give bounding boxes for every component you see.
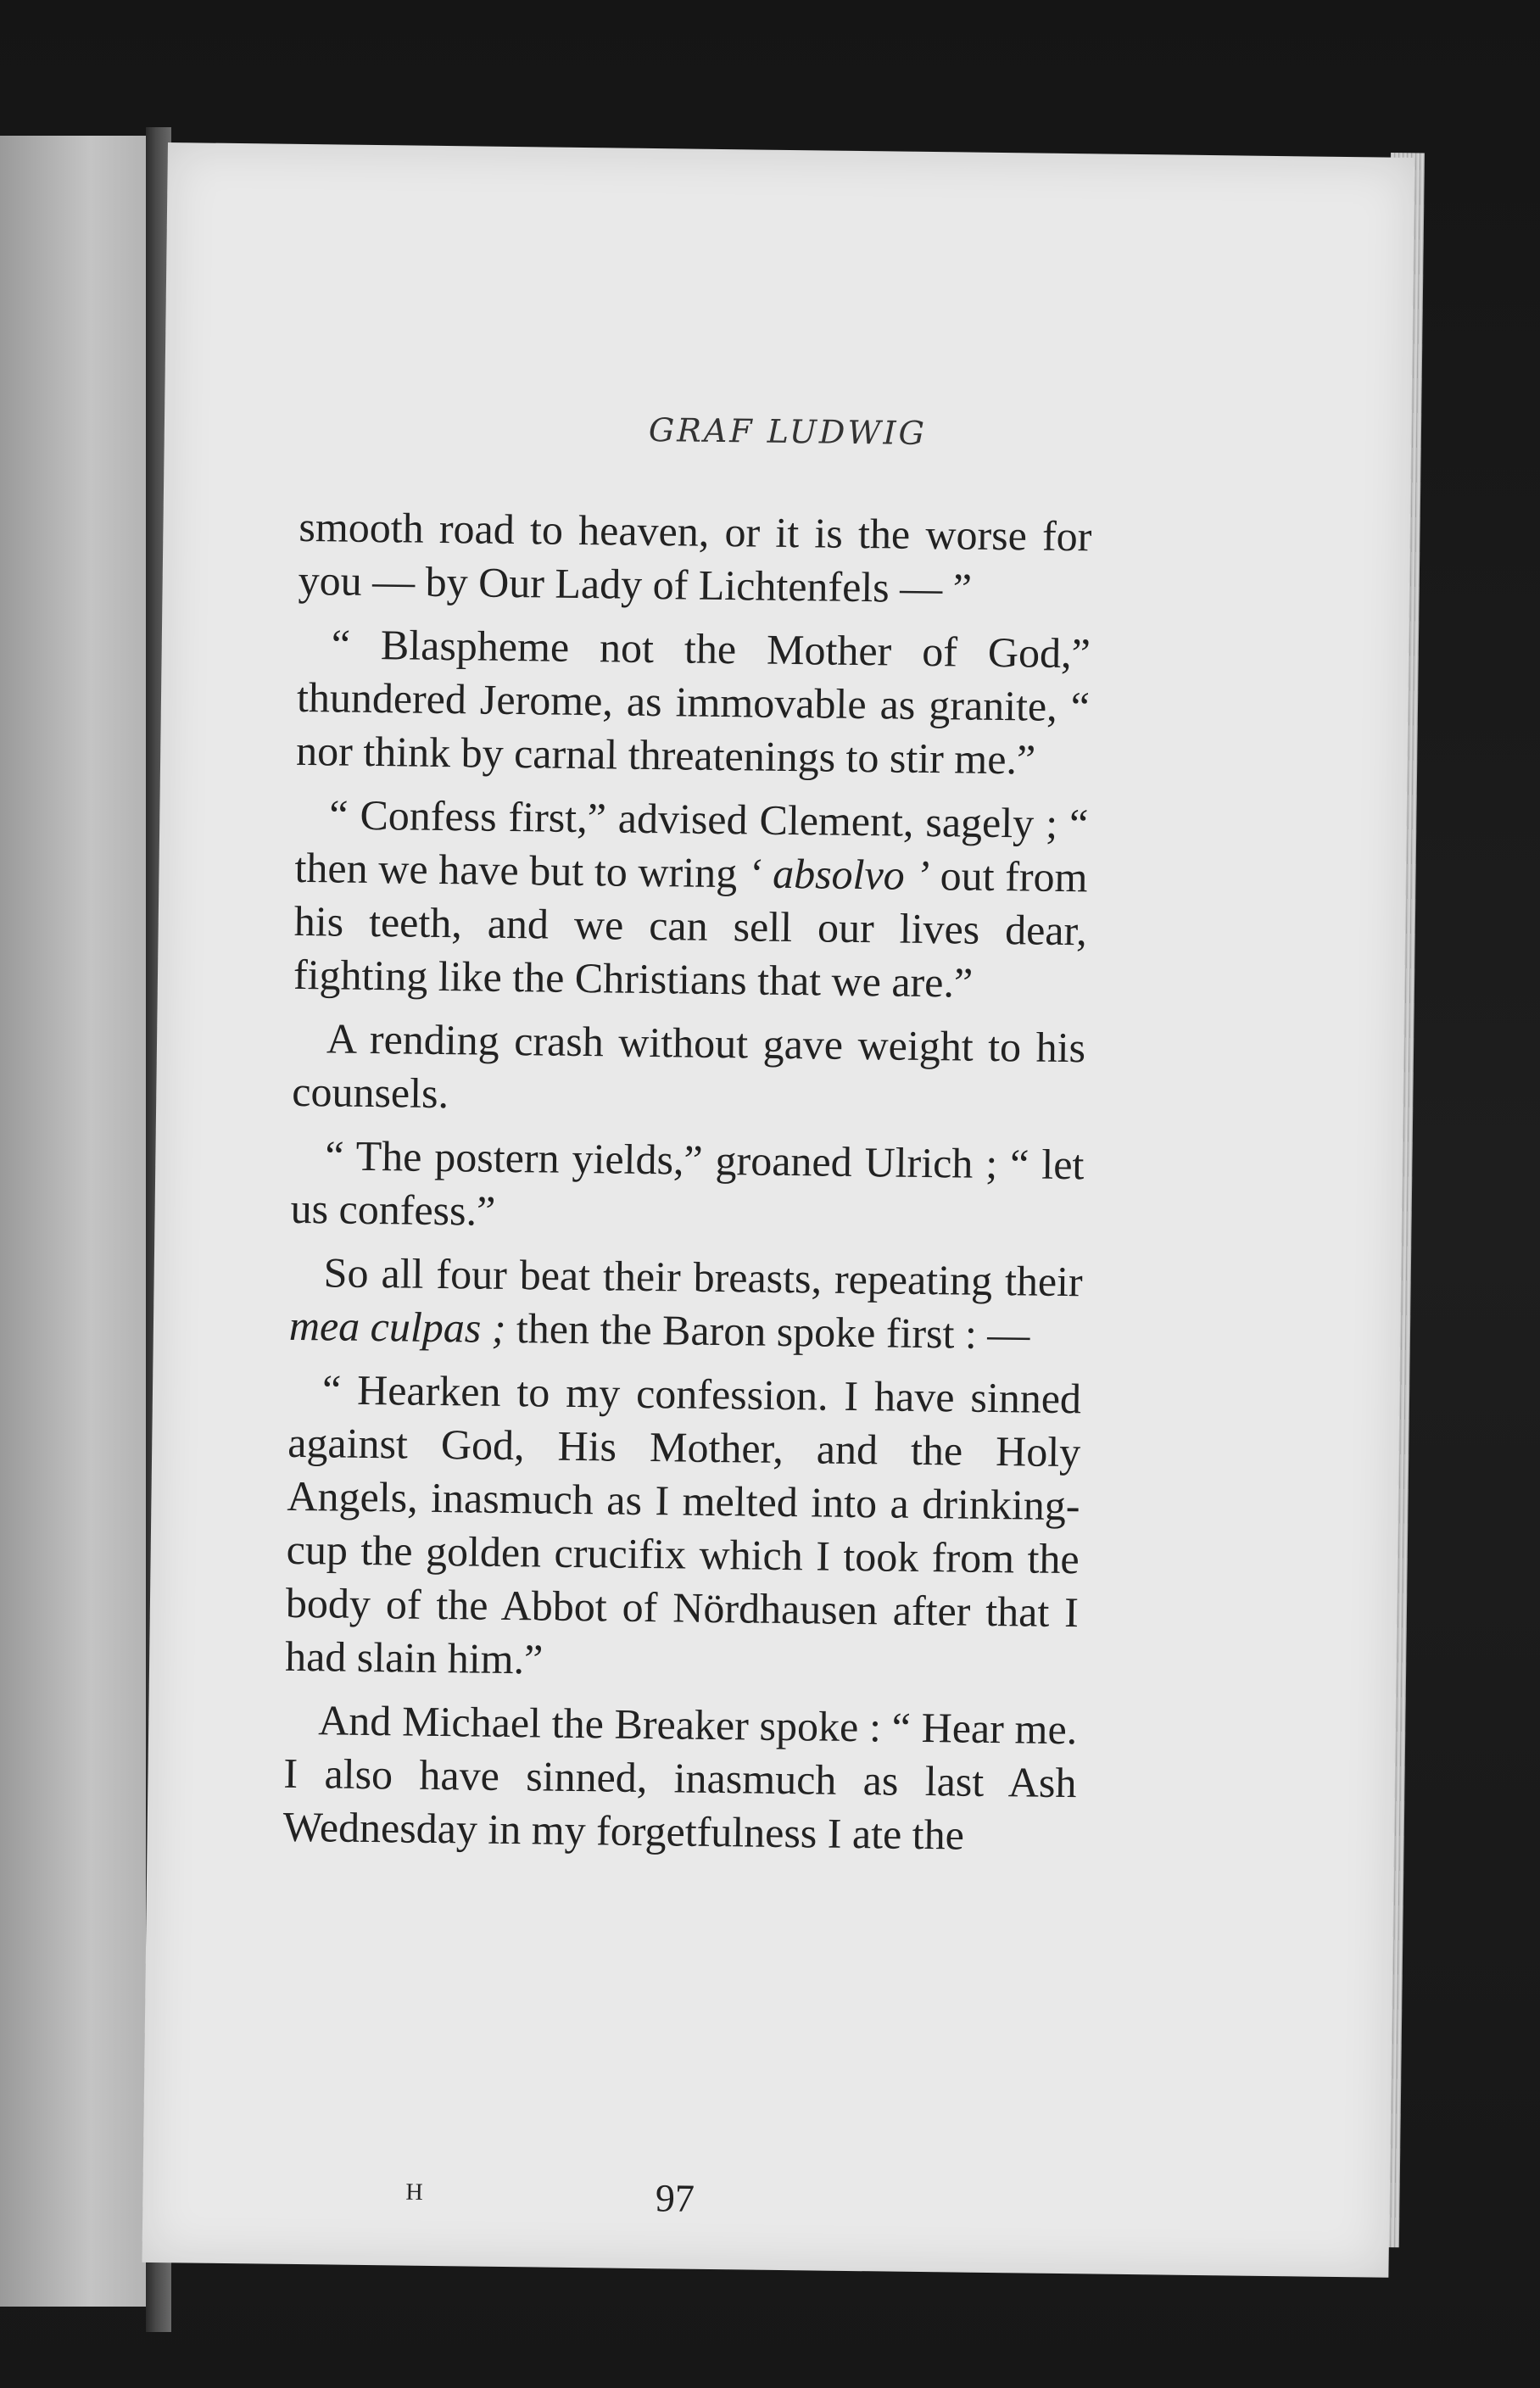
facing-page-edge	[0, 136, 151, 2307]
body-text	[282, 500, 1092, 1873]
signature-mark: H	[405, 2179, 423, 2206]
paragraph: A rending crash without gave weight to his counsels.	[291, 1014, 1086, 1118]
book-page	[142, 142, 1414, 2278]
italic-phrase: ‘ absolvo ’	[747, 849, 930, 900]
page-number: 97	[655, 2176, 695, 2220]
paragraph: “ The postern yields,” groaned Ulrich ; “ let us confess.”	[290, 1131, 1085, 1235]
paragraph: smooth road to heaven, or it is the worse for you — by Our Lady of Lichtenfels — ”	[298, 502, 1092, 612]
italic-phrase: mea culpas ;	[288, 1301, 506, 1352]
paragraph: And Michael the Breaker spoke : “ Hear me. I also have sinned, inasmuch as last Ash Wednesday in my forgetfulness I ate the	[282, 1696, 1078, 1859]
page-footer	[278, 2171, 1072, 2231]
paragraph-text: “ Confess first,” advised Clement, sagely ; “ then we have but to wring	[294, 790, 1089, 897]
paragraph-text: then the Baron spoke first : —	[505, 1303, 1030, 1359]
paragraph: “ Hearken to my confession. I have sinned against God, His Mother, and the Holy Angels, inasmuch as I melted into a drinking-cup the golden crucifix which I took from the body of the Abbot of Nördhausen after that I had slain him.”	[284, 1365, 1082, 1683]
paragraph-text: So all four beat their breasts, repeating their	[323, 1248, 1084, 1306]
paragraph: “ Blaspheme not the Mother of God,” thundered Jerome, as immovable as granite, “ nor think by carnal threatenings to stir me.”	[295, 620, 1091, 784]
paragraph-text: out from his teeth, and we can sell our lives dear, fighting like the Christians that we are.”	[293, 851, 1088, 1007]
paragraph	[289, 1246, 1083, 1362]
running-head: GRAF LUDWIG	[648, 410, 928, 452]
paragraph	[293, 788, 1089, 1011]
